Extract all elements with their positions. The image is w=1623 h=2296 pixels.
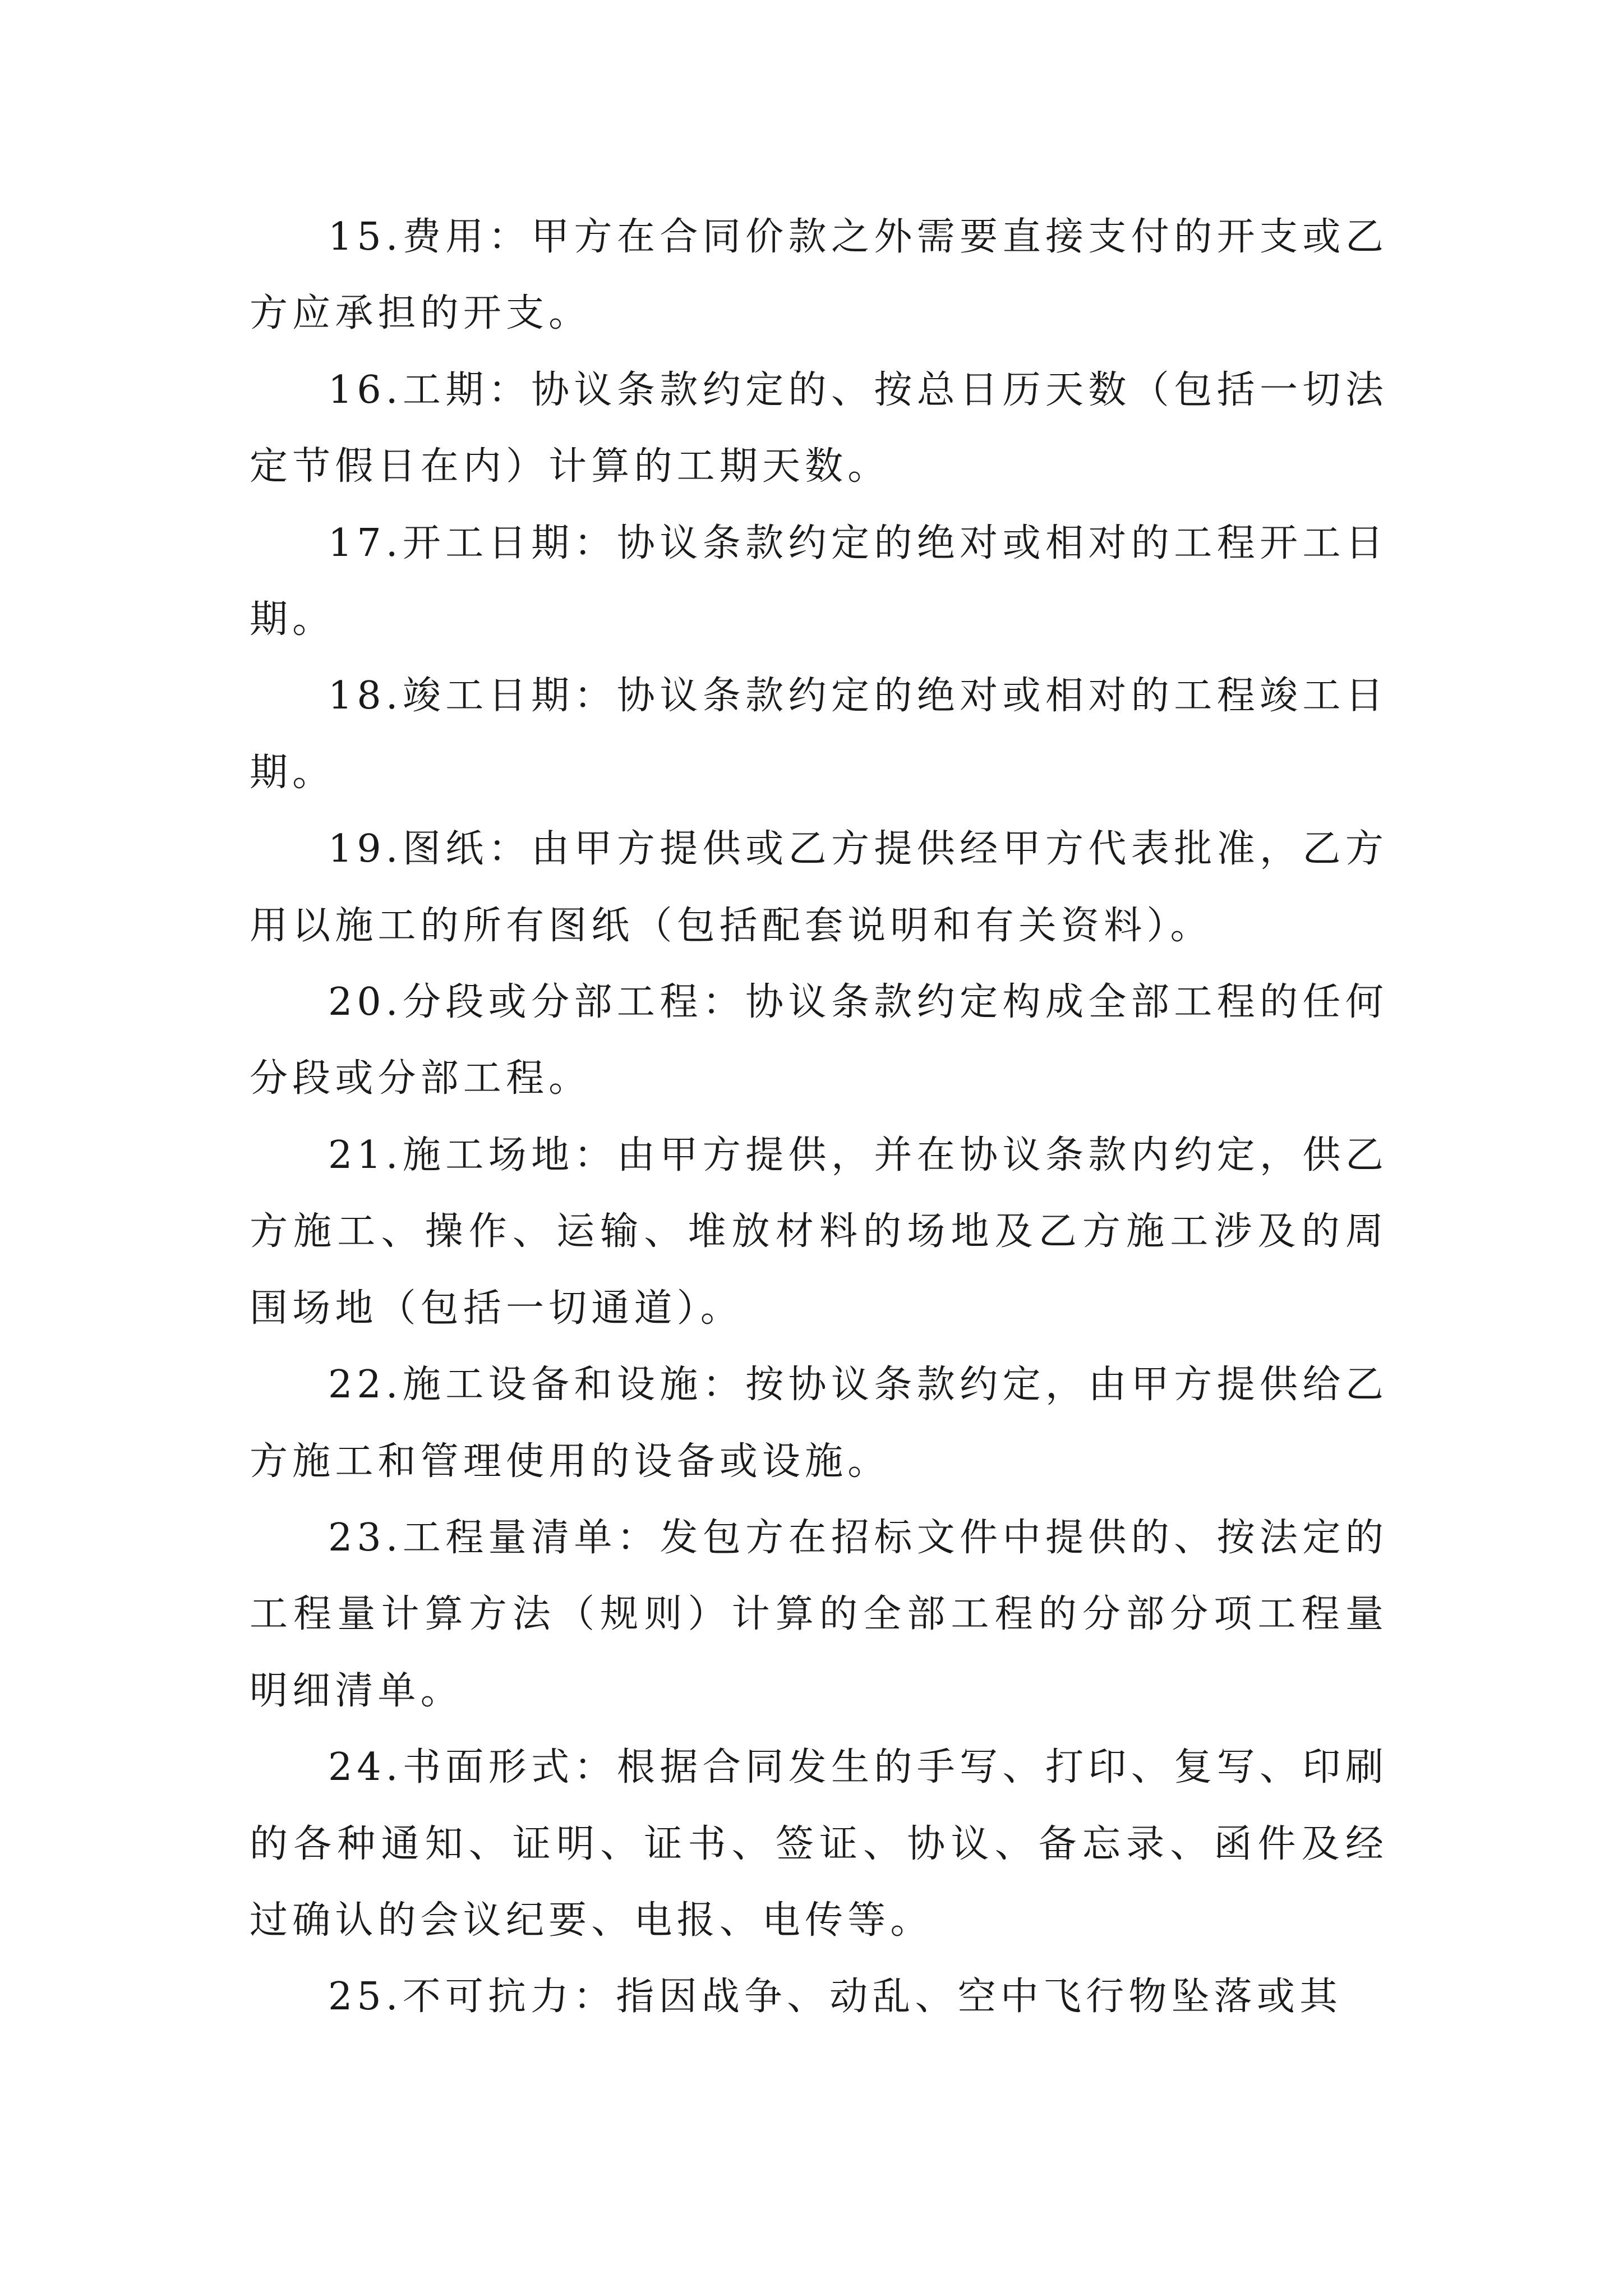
clause-19: 19.图纸：由甲方提供或乙方提供经甲方代表批准，乙方用以施工的所有图纸（包括配套说明和有关资料）。 bbox=[250, 827, 1388, 948]
clause-17: 17.开工日期：协议条款约定的绝对或相对的工程开工日期。 bbox=[250, 521, 1388, 642]
clause-23: 23.工程量清单：发包方在招标文件中提供的、按法定的工程量计算方法（规则）计算的全部工程的分部分项工程量明细清单。 bbox=[250, 1515, 1388, 1713]
clause-18: 18.竣工日期：协议条款约定的绝对或相对的工程竣工日期。 bbox=[250, 674, 1388, 795]
clause-25: 25.不可抗力：指因战争、动乱、空中飞行物坠落或其 bbox=[328, 1975, 1343, 2019]
clause-20: 20.分段或分部工程：协议条款约定构成全部工程的任何分段或分部工程。 bbox=[250, 980, 1388, 1101]
clause-15: 15.费用：甲方在合同价款之外需要直接支付的开支或乙方应承担的开支。 bbox=[250, 215, 1388, 336]
document-body bbox=[250, 199, 1388, 2036]
clause-24: 24.书面形式：根据合同发生的手写、打印、复写、印刷的各种通知、证明、证书、签证、协议、备忘录、函件及经过确认的会议纪要、电报、电传等。 bbox=[250, 1745, 1388, 1943]
clause-16: 16.工期：协议条款约定的、按总日历天数（包括一切法定节假日在内）计算的工期天数。 bbox=[250, 367, 1388, 489]
clause-22: 22.施工设备和设施：按协议条款约定，由甲方提供给乙方施工和管理使用的设备或设施。 bbox=[250, 1363, 1388, 1484]
clause-21: 21.施工场地：由甲方提供，并在协议条款内约定，供乙方施工、操作、运输、堆放材料的场地及乙方施工涉及的周围场地（包括一切通道）。 bbox=[250, 1133, 1388, 1331]
